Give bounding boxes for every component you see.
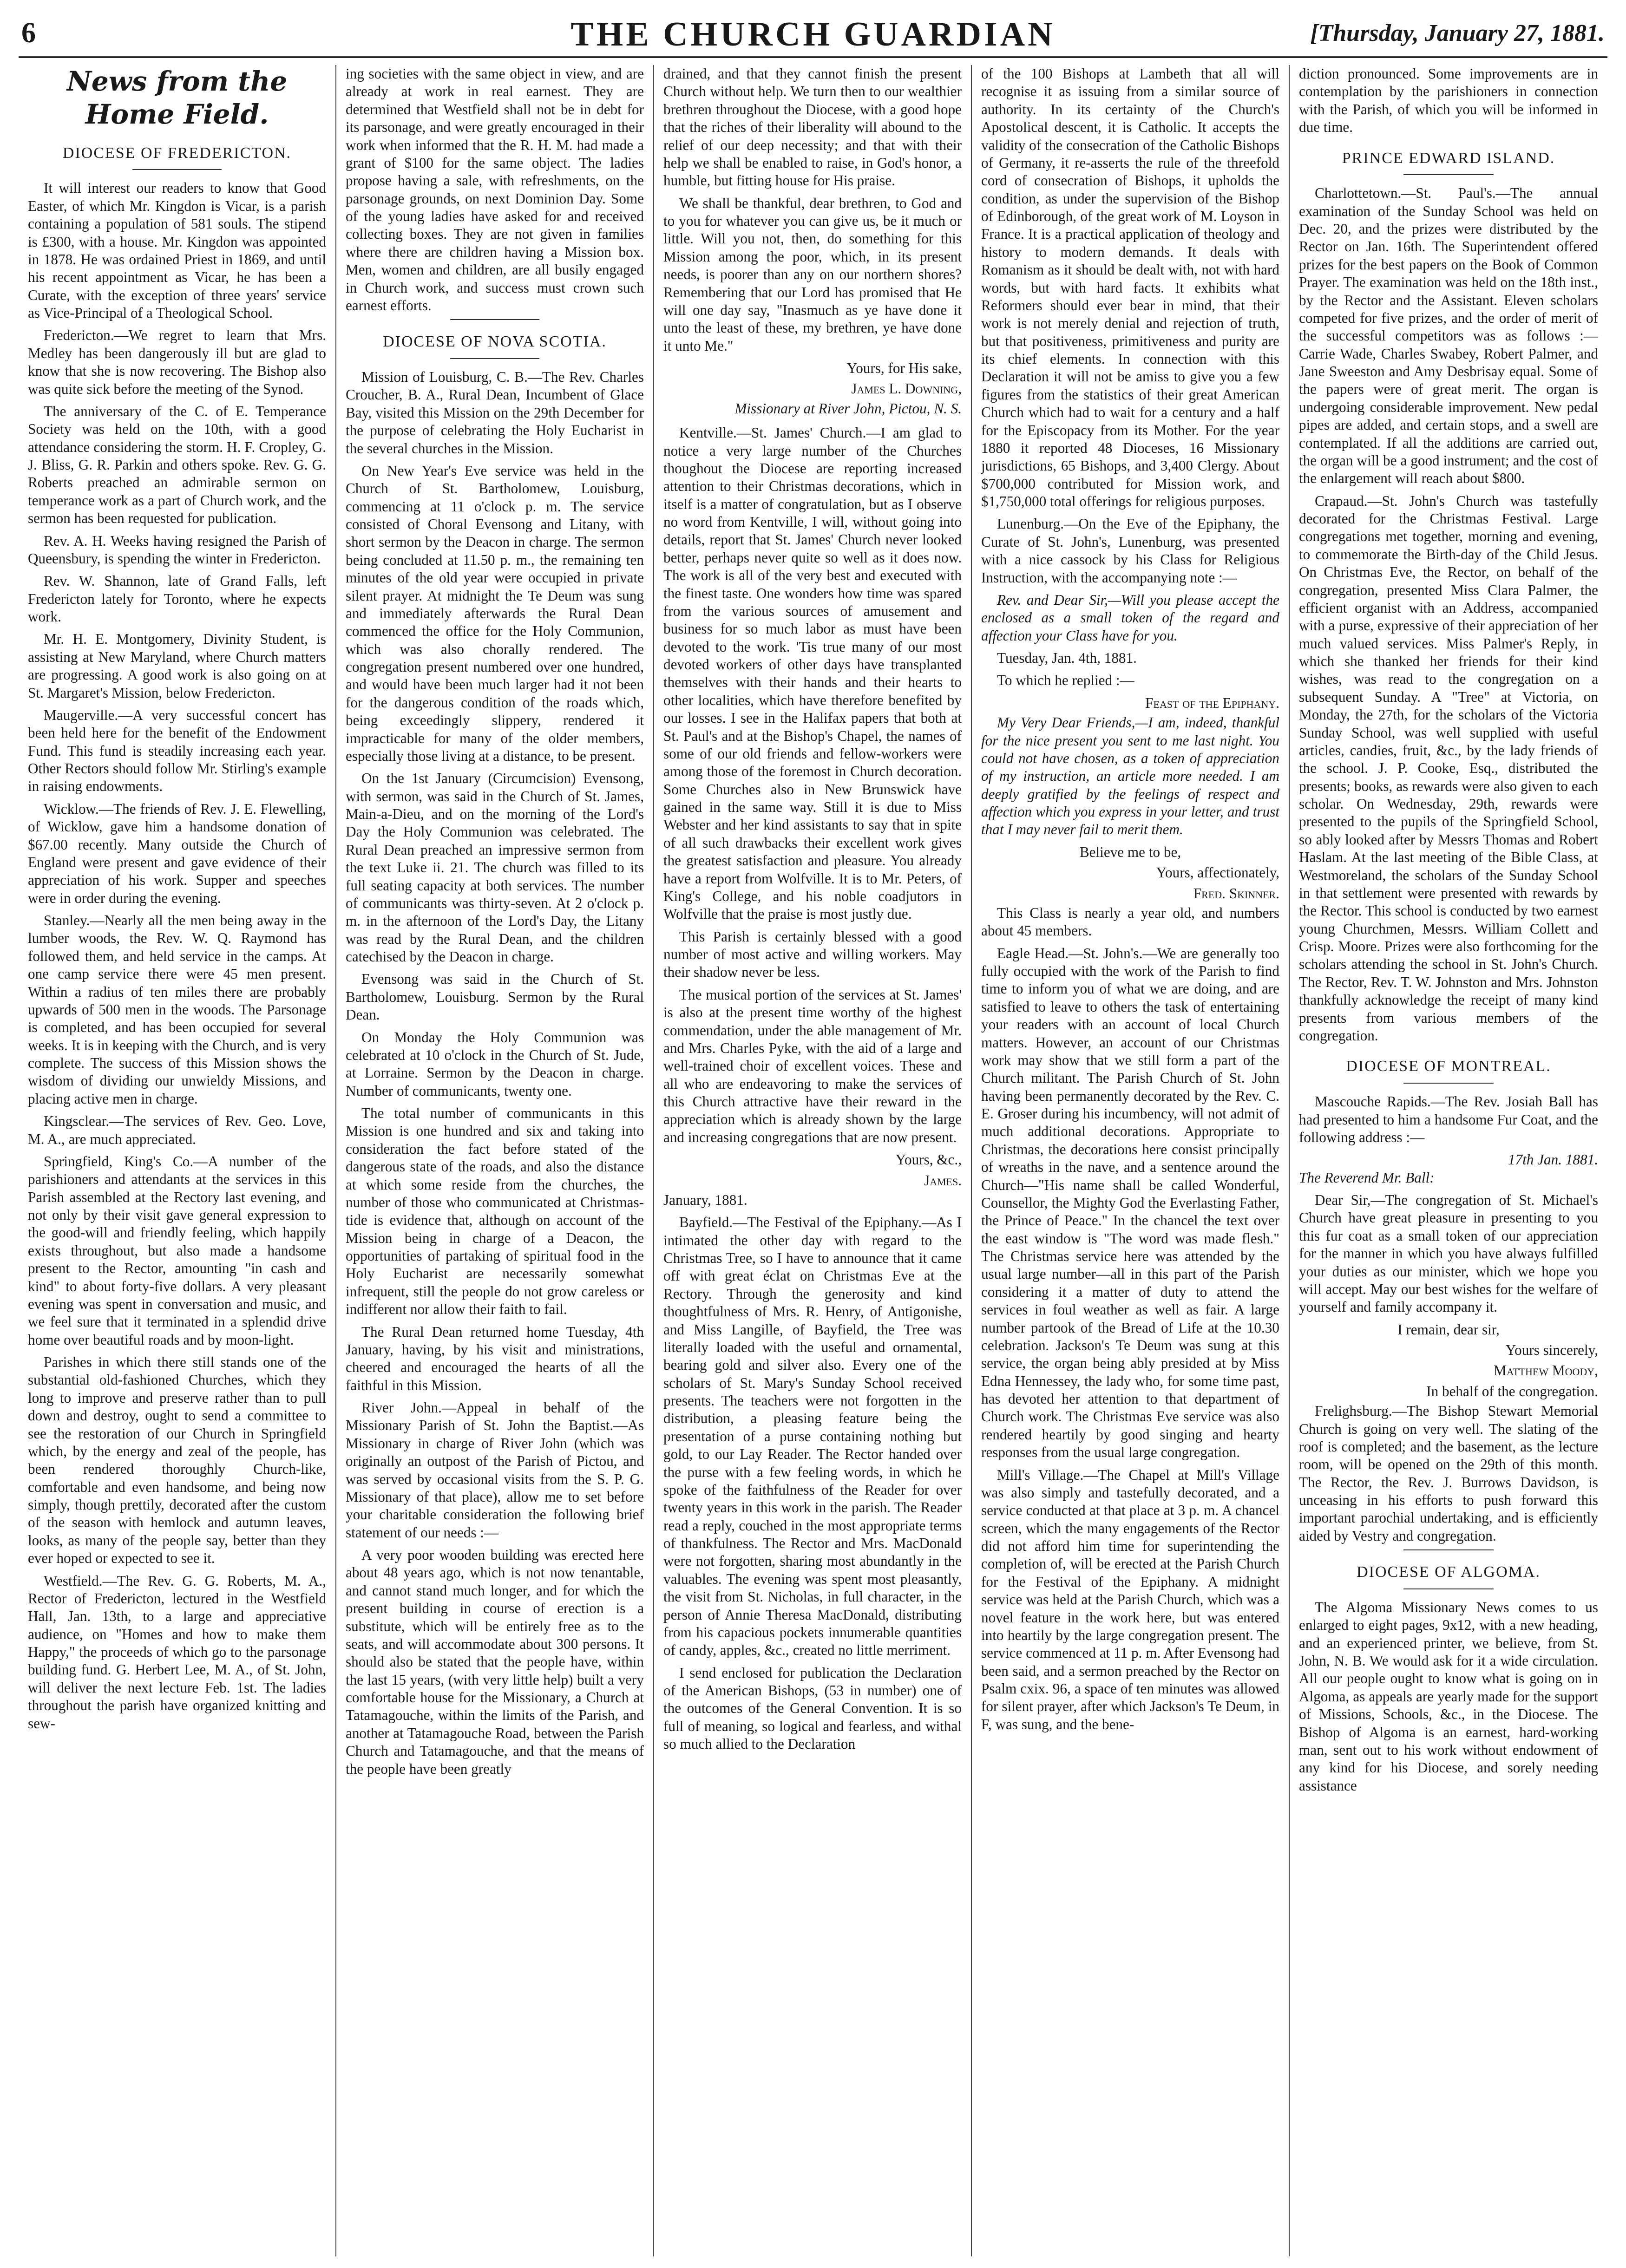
paragraph: I send enclosed for publication the Declaration of the American Bishops, (53 in number) one of the outcomes of the General Convention. It is so full of meaning, so logical and fearless, and withal so much allied to the Declaration [663,1664,962,1752]
diocese-heading-fredericton: DIOCESE OF FREDERICTON. [62,144,292,162]
column-4 [972,65,1290,2256]
signature-name: Matthew Moody, [1493,1362,1598,1379]
paragraph: Crapaud.—St. John's Church was tastefully decorated for the Christmas Festival. Large congregations met together, morning and evening, to commemorate the Birth-day of the Child Jesus. On Christmas Eve, the Rector, on behalf of the congregation, presented Miss Clara Palmer, the efficient organist with an Address, accompanied with a purse, expressive of their appreciation of her much valued services. Miss Palmer's Reply, in which she thanked her friends for their kind wishes, was read to the congregation on a subsequent Sunday. A "Tree" at Victoria, on Monday, the 27th, for the scholars of the Victoria Sunday School, was well supplied with useful articles, candies, fruit, &c., by the lady friends of the school. J. P. Cooke, Esq., distributed the presents; books, as rewards were also given to each scholar. On Wednesday, 29th, rewards were presented to the pupils of the Springfield School, so ably looked after by Messrs Thomas and Robert Haslam. At the last meeting of the Bible Class, at Westmoreland, the scholars of the Sunday School in that settlement were presented with rewards by the Rector. This school is conducted by two earnest young Churchmen, Messrs. William Collett and Crisp. Moore. Prizes were also forthcoming for the scholars attending the school in St. John's Church. The Rector, Rev. T. W. Johnston and Mrs. Johnston thankfully acknowledge the receipt of many kind presents from various members of the congregation. [1299,492,1598,1044]
paragraph: of the 100 Bishops at Lambeth that all will recognise it as issuing from a similar source of authority. In its certainty of the Church's Apostolical descent, it is Catholic. It accepts the validity of the consecration of the Catholic Bishops of Germany, it re-asserts the rule of the threefold cord of consecration of Bishops, it upholds the condition, as under the supervision of the Bishop of Edinborough, of the great work of M. Loyson in France. It is a practical application of theology and history to modern demands. It deals with Romanism as it should be dealt with, not with hard words, but with hard facts. It exhibits what Reformers should ever bear in mind, that their work is not merely denial and rejection of truth, but that positiveness, primitiveness and purity are its chief elements. In connection with this Declaration it will not be amiss to give you a few figures from the statistics of their great American Church which had to wait for a century and a half for the Episcopacy from its Mother. For the year 1880 it reported 48 Dioceses, 16 Missionary jurisdictions, 65 Bishops, and 3,400 Clergy. About $700,000 contributed for Mission work, and $1,750,000 total offerings for religious purposes. [981,65,1279,510]
masthead [19,13,1607,58]
issue-date: [Thursday, January 27, 1881. [1310,20,1605,46]
paragraph: The anniversary of the C. of E. Temperance Society was held on the 10th, with a good attendance considering the storm. H. F. Cropley, G. J. Bliss, G. R. Parkin and others spoke. Rev. G. G. Roberts preached an admirable sermon on temperance work as a part of Church work, and the sermon has been requested for publication. [28,403,326,527]
paragraph: Rev. W. Shannon, late of Grand Falls, left Fredericton lately for Toronto, where he expects work. [28,573,326,625]
paragraph: Mission of Louisburg, C. B.—The Rev. Charles Croucher, B. A., Rural Dean, Incumbent of Glace Bay, visited this Mission on the 29th December for the purpose of celebrating the Holy Eucharist in the several churches in the Mission. [346,369,644,457]
paragraph: This Class is nearly a year old, and numbers about 45 members. [981,904,1279,939]
column-2 [336,65,654,2256]
paragraph: The total number of communicants in this Mission is one hundred and six and taking into consideration the fact before stated of the dangerous state of the roads, and also the distance at which some reside from the churches, the number of those who communicated at Christmas-tide is evidence that, although on account of the Mission being in charge of a Deacon, the opportunities of partaking of spiritual food in the Holy Eucharist are necessarily somewhat infrequent, still the people do not grow careless or indifferent nor allow their faith to fail. [346,1105,644,1318]
signature-line: In behalf of the congregation. [1426,1383,1598,1399]
paragraph: On the 1st January (Circumcision) Evensong, with sermon, was said in the Church of St. James, Main-a-Dieu, and on the morning of the Lord's Day the Holy Communion was celebrated. The Rural Dean preached an impressive sermon from the text Luke ii. 21. The church was filled to its full seating capacity at both services. The number of communicants was thirty-seven. At 2 o'clock p. m. in the afternoon of the Lord's Day, the Litany was read by the Rural Dean, and the children catechised by the Deacon in charge. [346,770,644,965]
paragraph: We shall be thankful, dear brethren, to God and to you for whatever you can give us, be it much or little. Will you not, then, do something for this Mission among the poor, which, in its present needs, is poorer than any on our northern shores? Remembering that our Lord has promised that He will one day say, "Inasmuch as ye have done it unto the least of these, my brethren, ye have done it unto Me." [663,195,962,354]
paragraph: It will interest our readers to know that Good Easter, of which Mr. Kingdon is Vicar, is a parish containing a population of 581 souls. The stipend is £300, with a house. Mr. Kingdon was appointed in 1878. He was ordained Priest in 1869, and until his recent appointment as Vicar, he has been a Curate, with the exception of three years' service as Vice-Principal of a Theological School. [28,180,326,321]
feast-line: Feast of the Epiphany. [1145,694,1279,711]
paragraph: Springfield, King's Co.—A number of the parishioners and attendants at the services in this Parish assembled at the Rectory last evening, and not only by their visit gave general expression to the good-will and friendly feeling, which happily exists throughout, but also made a handsome present to the Rector, amounting "in cash and kind" to about forty-five dollars. A very pleasant evening was spent in conversation and music, and we feel sure that it terminated in a splendid drive home over beautiful roads and by moon-light. [28,1153,326,1348]
newspaper-page [19,13,1607,2256]
paragraph: Mr. H. E. Montgomery, Divinity Student, is assisting at New Maryland, where Church matters are progressing. A good work is also going on at St. Margaret's Mission, below Fredericton. [28,631,326,701]
paragraph: On Monday the Holy Communion was celebrated at 10 o'clock in the Church of St. Jude, at Lorraine. Sermon by the Deacon in charge. Number of communicants, twenty one. [346,1029,644,1099]
paragraph: Evensong was said in the Church of St. Bartholomew, Louisburg. Sermon by the Rural Dean. [346,971,644,1023]
page-number: 6 [21,17,36,49]
paragraph: Eagle Head.—St. John's.—We are generally too fully occupied with the work of the Parish to find time to inform you of what we are doing, and are satisfied to leave to others the task of entertaining your readers with an account of local Church matters. However, an account of our Christmas work may show that we still form a part of the Church militant. The Parish Church of St. John having been permanently decorated by the Rev. C. E. Groser during his incumbency, will not admit of much additional decorations. Appropriate to Christmas, the decorations here consist principally of wreaths in the nave, and a sentence around the Church—"His name shall be called Wonderful, Counsellor, the Mighty God the Everlasting Father, the Prince of Peace." In the chancel the text over the east window is "The word was made flesh." The Christmas service here was attended by the usual large number—all in this part of the Parish considering it a matter of duty to attend the services in foul weather as well as fair. A large number partook of the Bread of Life at the 10.30 celebration. Jackson's Te Deum was sung at this service, the organ being ably presided at by Miss Edna Hennessey, the lady who, for some time past, has devoted her attention to that department of Church work. The Christmas Eve service was also rendered heartily by good singing and hearty responses from the usual large congregation. [981,945,1279,1461]
paragraph: This Parish is certainly blessed with a good number of most active and willing workers. May their shadow never be less. [663,928,962,980]
paragraph: Fredericton.—We regret to learn that Mrs. Medley has been dangerously ill but are glad to know that she is now recovering. The Bishop also was quite sick before the meeting of the Synod. [28,327,326,397]
column-5 [1290,65,1607,2256]
letter-salutation: The Reverend Mr. Ball: [1299,1169,1435,1186]
paragraph: A very poor wooden building was erected here about 48 years ago, which is not now tenantable, and cannot stand much longer, and for which the present building in course of erection is a substitute, which will be entirely free as to the seats, and will accommodate about 300 persons. It should also be stated that the people have, within the last 15 years, (with very little help) built a very comfortable house for the Missionary, a Church at Tatamagouche, within the limits of the Parish, and another at Tatamagouche Road, between the Parish Church and Tatamagouche, and that the means of the people have been greatly [346,1547,644,1777]
paragraph: Stanley.—Nearly all the men being away in the lumber woods, the Rev. W. Q. Raymond has followed them, and held service in the camps. At one camp service there were 45 men present. Within a radius of ten miles there are probably upwards of 500 men in the woods. The Parsonage is completed, and has been occupied for several weeks. It is in keeping with the Church, and is very complete. The success of this Mission shows the wisdom of dividing our unwieldy Missions, and placing active men in charge. [28,912,326,1107]
paragraph: Rev. and Dear Sir,—Will you please accept the enclosed as a small token of the regard and affection your Class have for you. [981,591,1279,644]
column-1 [19,65,336,2256]
paragraph: Mill's Village.—The Chapel at Mill's Village was also simply and tastefully decorated, and a service conducted at that place at 3 p. m. A chancel screen, which the many engagements of the Rector did not afford him time for superintending the completion of, will be erected at the Parish Church for the Festival of the Epiphany. A midnight service was held at the Parish Church, which was a novel feature in the work here, but was entered into heartily by the large congregation present. The service commenced at 11 p. m. After Evensong had been said, and a sermon preached by the Rector on Psalm cxix. 96, a space of ten minutes was allowed for silent prayer, after which Jackson's Te Deum, in F, was sung, and the bene- [981,1466,1279,1732]
divider [1403,1549,1493,1550]
divider [450,358,540,359]
paragraph: My Very Dear Friends,—I am, indeed, thankful for the nice present you sent to me last night. You could not have chosen, as a token of appreciation of my instruction, an article more needed. I am deeply gratified by the feelings of respect and affection which you express in your letter, and trust that I may never fail to merit them. [981,714,1279,838]
signature-line: Believe me to be, [1079,843,1181,860]
newspaper-title: THE CHURCH GUARDIAN [570,15,1056,53]
divider [132,169,222,170]
diocese-heading-montreal: DIOCESE OF MONTREAL. [1346,1058,1551,1075]
signature-title: Missionary at River John, Pictou, N. S. [734,400,962,417]
paragraph: Dear Sir,—The congregation of St. Michael's Church have great pleasure in presenting to you this fur coat as a small token of our appreciation for the manner in which you have always fulfilled your duties as our minister, which we hope you will accept. May our best wishes for the welfare of yourself and family accompany it. [1299,1192,1598,1315]
letter-date: 17th Jan. 1881. [1508,1151,1598,1168]
article-columns [19,65,1607,2256]
paragraph: Charlottetown.—St. Paul's.—The annual examination of the Sunday School was held on Dec. 20, and the prizes were distributed by the Rector on Jan. 16th. The Superintendent offered prizes for the best papers on the Book of Common Prayer. The examination was held on the 18th inst., by the Rector and the Assistant. Eleven scholars competed for five prizes, and the order of merit of the successful competitors was as follows :—Carrie Wade, Charles Swabey, Robert Palmer, and Jane Sweeston and Amy Desbrisay equal. Some of the papers were of great merit. The organ is undergoing considerable improvement. New pedal pipes are added, and certain stops, and a swell are contemplated. If all the additions are carried out, the organ will be a good instrument; and the cost of the enlargement will reach about $800. [1299,185,1598,487]
letter-date: January, 1881. [663,1191,747,1208]
signature-name: James. [924,1172,962,1189]
signature-line: Yours, &c., [895,1151,962,1168]
paragraph: Bayfield.—The Festival of the Epiphany.—As I intimated the other day with regard to the Christmas Tree, so I have to announce that it came off with great éclat on Christmas Eve at the Rectory. Through the generosity and kind thoughtfulness of Mrs. R. Henry, of Antigonishe, and Miss Langille, of Bayfield, the Tree was literally loaded with the useful and ornamental, bearing gold and silver also. Every one of the scholars of St. Mary's Sunday School received presents. The teachers were not forgotten in the distribution, a pleasing feature being the presentation of a purse containing nothing but gold, to our Lay Reader. The Rector handed over the purse with a few feeling words, in which he spoke of the faithfulness of the Reader for over twenty years in this work in the parish. The Reader read a reply, couched in the most appropriate terms of thankfulness. The Rector and Mrs. MacDonald were not forgotten, sharing most abundantly in the valuables. The evening was spent most pleasantly, the visit from St. Nicholas, in full character, in the person of Annie Theresa MacDonald, distributing from his capacious pockets innumerable quantities of candy, apples, &c., created no little merriment. [663,1214,962,1659]
divider [1403,1083,1493,1084]
paragraph: The musical portion of the services at St. James' is also at the present time worthy of the highest commendation, under the able management of Mr. and Mrs. Charles Pyke, with the aid of a large and well-trained choir of excellent voices. These and all who are endeavoring to make the services of this Church attractive have their reward in the appreciation which is already shown by the large and increasing congregations that are now present. [663,986,962,1145]
paragraph: Kentville.—St. James' Church.—I am glad to notice a very large number of the Churches thoughout the Diocese are reporting increased attention to their Christmas decorations, which in itself is a matter of congratulation, but as I observe no word from Kentville, I will, without going into details, report that St. James' Church never looked better, perhaps never quite so well as it does now. The work is all of the very best and executed with the finest taste. One wonders how time was spared from the various sources of amusement and business for so much labor as must have been devoted to the work. 'Tis true many of our most devoted workers of other days have transplanted themselves with their hands and their hearts to other localities, which have therefore benefited by our losses. I see in the Halifax papers that both at St. Paul's and at the Bishop's Chapel, the names of some of our old friends and fellow-workers were among those of the foremost in Church decoration. Some Churches also in New Brunswick have gained in the same way. Still it is due to Miss Webster and her kind assistants to say that in spite of all such drawbacks their excellent work gives the greatest satisfaction and pleasure. You already have a report from Wolfville. It is to Mr. Peters, of King's College, and his noble coadjutors in Wolfville that the praise is most justly due. [663,425,962,922]
paragraph: Kingsclear.—The services of Rev. Geo. Love, M. A., are much appreciated. [28,1113,326,1147]
signature-line: Yours, affectionately, [1156,864,1279,881]
paragraph: Rev. A. H. Weeks having resigned the Parish of Queensbury, is spending the winter in Fredericton. [28,532,326,567]
diocese-heading-nova-scotia: DIOCESE OF NOVA SCOTIA. [383,333,607,351]
diocese-heading-algoma: DIOCESE OF ALGOMA. [1357,1563,1541,1581]
signature-line: I remain, dear sir, [1397,1321,1500,1338]
paragraph: ing societies with the same object in view, and are already at work in real earnest. They are determined that Westfield shall not be in debt for its parsonage, and were greatly encouraged in their work when informed that the R. H. M. had made a grant of $100 for the same object. The ladies propose having a sale, with refreshments, on the parsonage grounds, on next Dominion Day. Some of the young ladies have asked for and received collecting boxes. They are not given in families where there are children having a Mission box. Men, women and children, are all busily engaged in Church work, and success must crown such earnest efforts. [346,65,644,314]
paragraph: Parishes in which there still stands one of the substantial old-fashioned Churches, which they long to improve and preserve rather than to pull down and destroy, ought to send a committee to see the restoration of our Church in Springfield which, by the energy and zeal of the people, has been rendered thoroughly Church-like, comfortable and even handsome, and being now simply, though prettily, decorated after the custom of the season with hemlock and autumn leaves, looks, as many of the people say, better than they ever hoped or expected to see it. [28,1354,326,1567]
divider [1403,1588,1493,1589]
divider [1403,174,1493,175]
paragraph: The Rural Dean returned home Tuesday, 4th January, having, by his visit and ministrations, cheered and encouraged the hearts of all the faithful in this Mission. [346,1323,644,1393]
signature-name: Fred. Skinner. [1193,885,1279,902]
paragraph: Wicklow.—The friends of Rev. J. E. Flewelling, of Wicklow, gave him a handsome donation of $67.00 recently. Many outside the Church of England were present and gave evidence of their appreciation of his work. Supper and speeches were in order during the evening. [28,800,326,906]
paragraph: Maugerville.—A very successful concert has been held here for the benefit of the Endowment Fund. This fund is steadily increasing each year. Other Rectors should follow Mr. Stirling's example in raising endowments. [28,706,326,795]
divider [450,319,540,320]
column-3 [654,65,972,2256]
paragraph: River John.—Appeal in behalf of the Missionary Parish of St. John the Baptist.—As Missionary in charge of River John (which was originally an outpost of the Parish of Pictou, and was served by occasional visits from the S. P. G. Missionary of that place), allow me to set before your charitable consideration the following brief statement of our needs :— [346,1399,644,1541]
paragraph: The Algoma Missionary News comes to us enlarged to eight pages, 9x12, with a new heading, and an experienced printer, we believe, from St. John, N. B. We would ask for it a wide circulation. All our people ought to know what is going on in Algoma, as appeals are yearly made for the support of Missions, Schools, &c., in the Diocese. The Bishop of Algoma is an earnest, hard-working man, sent out to his work without endowment of any kind for his Diocese, and sorely needing assistance [1299,1599,1598,1794]
paragraph: On New Year's Eve service was held in the Church of St. Bartholomew, Louisburg, commencing at 11 o'clock p. m. The service consisted of Choral Evensong and Litany, with short sermon by the Deacon in charge. The sermon being concluded at 11.50 p. m., the remaining ten minutes of the old year were occupied in private silent prayer. At midnight the Te Deum was sung and immediately afterwards the Rural Dean commenced the office for the Holy Communion, which was also chorally rendered. The congregation present numbered over one hundred, and would have been much larger had it not been for the dangerous condition of the roads which, being exceedingly slippery, rendered it impracticable for many of the older members, especially those living at a distance, to be present. [346,462,644,764]
paragraph: To which he replied :— [997,672,1134,689]
letter-date: Tuesday, Jan. 4th, 1881. [997,650,1137,666]
paragraph: diction pronounced. Some improvements are in contemplation by the parishioners in connection with the Parish, of which you will be informed in due time. [1299,65,1598,136]
signature-line: Yours, for His sake, [846,360,962,376]
paragraph: Westfield.—The Rev. G. G. Roberts, M. A., Rector of Fredericton, lectured in the Westfield Hall, Jan. 13th, to a large and appreciative audience, on "Homes and how to make them Happy," the proceeds of which go to the parsonage building fund. G. Herbert Lee, M. A., of St. John, will deliver the next lecture Feb. 1st. The ladies throughout the parish have organized knitting and sew- [28,1572,326,1732]
signature-line: Yours sincerely, [1505,1342,1598,1358]
paragraph: Frelighsburg.—The Bishop Stewart Memorial Church is going on very well. The slating of the roof is completed; and the basement, as the lecture room, will be opened on the 29th of this month. The Rector, the Rev. J. Burrows Davidson, is unceasing in his efforts to push forward this important parochial undertaking, and is efficiently aided by Vestry and congregation. [1299,1403,1598,1544]
paragraph: drained, and that they cannot finish the present Church without help. We turn then to our wealthier brethren throughout the Diocese, with a good hope that the riches of their liberality will abound to the relief of our deep necessity; and that with their help we shall be enabled to raise, in God's honor, a humble, but fitting house for His praise. [663,65,962,189]
paragraph: Mascouche Rapids.—The Rev. Josiah Ball has had presented to him a handsome Fur Coat, and the following address :— [1299,1093,1598,1145]
section-title: News from the Home Field. [66,65,288,131]
paragraph: Lunenburg.—On the Eve of the Epiphany, the Curate of St. John's, Lunenburg, was presented with a nice cassock by his Class for Religious Instruction, with the accompanying note :— [981,516,1279,586]
diocese-heading-pei: PRINCE EDWARD ISLAND. [1342,149,1555,167]
signature-name: James L. Downing, [851,380,962,397]
